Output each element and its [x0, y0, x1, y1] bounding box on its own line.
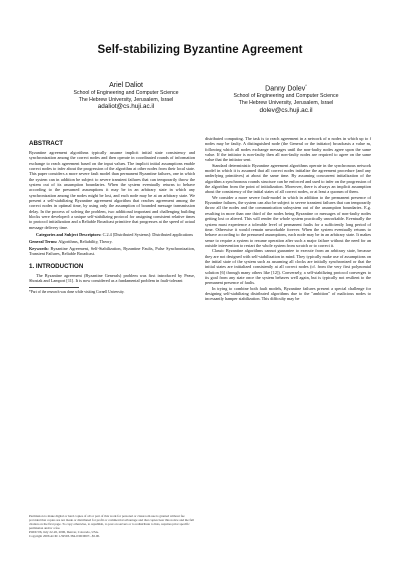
- author-block-1: [36, 82, 216, 111]
- author-name: [196, 82, 376, 93]
- author-affiliation: The Hebrew University, Jerusalem, Israel: [238, 99, 334, 106]
- permission-notice: [29, 514, 195, 538]
- author-name: Ariel Daliot: [109, 82, 143, 89]
- body-paragraph: Classic Byzantine algorithms cannot guarantee to execute from an arbitrary state, because they are not designed with self-stabilization in mind. They typically make use of assumptions on the initial state of the system such as assuming all clocks are initially synchronized or that the initial states are initialized consistently at all correct nodes (cf. from the very first polynomial solution [6] through many others like [12]). Conversely, a self-stabilizing protocol converges to its goal from any state once the system behaves well again, but is typically not resilient to the permanent presence of faults.: [205, 248, 371, 286]
- author-affiliation: The Hebrew University, Jerusalem, Israel: [78, 96, 174, 103]
- author-name-text: Danny Dolev: [265, 85, 306, 93]
- footnote-divider: [29, 287, 79, 288]
- categories-text: C.2.4 [Distributed Systems]: Distributed applications: [102, 232, 194, 238]
- footnote-mark: *: [305, 83, 307, 88]
- footnote: *Part of the research was done while visiting Cornell University.: [29, 290, 125, 295]
- right-column: [205, 136, 371, 302]
- conference-line: PODC'06, July 22-26, 2006, Denver, Colorado, USA.: [29, 530, 99, 534]
- keywords: [29, 246, 195, 257]
- intro-heading: 1. INTRODUCTION: [29, 262, 84, 270]
- body-paragraph: In trying to combine both fault models, Byzantine failures present a special challenge for designing self-stabilizing distributed algorithms due to the "ambition" of malicious nodes to incessantly hamper stabilization. This difficulty may be: [205, 285, 371, 302]
- abstract-text: Byzantine agreement algorithms typically assume implicit initial state consistency and synchronization among the correct nodes and then operate in coordinated rounds of information exchange to reach agreement based on the input values. The implicit initial assumptions enable correct nodes to infer about the progression of the algorithm at other nodes from their local state. This paper considers a more severe fault model than permanent Byzantine failures, one in which the system can in addition be subject to severe transient failures that can temporarily throw the system out of its assumption boundaries. When the system eventually returns to behave according to the presumed assumptions it may be in an arbitrary state in which any synchronization among the nodes might be lost, and each node may be at an arbitrary state. We present a self-stabilizing Byzantine agreement algorithm that reaches agreement among the correct nodes in optimal time, by using only the assumption of bounded message transmission delay. In the process of solving the problem, two additional important and challenging building blocks were developed: a unique self-stabilizing protocol for assigning consistent relative times to protocol initialization and a Reliable Broadcast primitive that progresses at the speed of actual message delivery time.: [29, 150, 195, 230]
- keywords-text: Byzantine Agreement, Self-Stabilization, Byzantine Faults, Pulse Synchronization, Transient Failures, Reliable Broadcast.: [29, 245, 195, 257]
- author-affiliation: School of Engineering and Computer Science: [73, 90, 179, 96]
- abstract-heading: ABSTRACT: [29, 140, 64, 147]
- keywords-label: Keywords:: [29, 245, 49, 251]
- author-email[interactable]: adaliot@cs.huji.ac.il: [97, 103, 155, 111]
- general-terms: [29, 239, 195, 244]
- permission-text: Permission to make digital or hard copies of all or part of this work for personal or classroom use is granted without fee provided that copies are not made or distributed for profit or commercial advantage and that copies bear this notice and the full citation on the first page. To copy otherwise, to republish, to post on servers or to redistribute to lists, requires prior specific permission and/or a fee.: [29, 514, 195, 530]
- body-paragraph: distributed computing. The task is to reach agreement in a network of n nodes in which up to f nodes may be faulty. A distinguished node (the General or the initiator) broadcasts a value m, following which all nodes exchange messages until the non-faulty nodes agree upon the same value. If the initiator is non-faulty then all non-faulty nodes are required to agree on the same value that the initiator sent.: [205, 136, 371, 163]
- author-affiliation: School of Engineering and Computer Science: [233, 93, 339, 100]
- intro-text: The Byzantine agreement (Byzantine Generals) problem was first introduced by Pease, Shostak and Lamport [11]. It is now considered as a fundamental problem in fault-tolerant: [29, 272, 195, 283]
- author-email[interactable]: dolev@cs.huji.ac.il: [259, 106, 313, 114]
- body-paragraph: We consider a more severe fault-model in which in addition to the permanent presence of Byzantine failures, the system can also be subject to severe transient failures that can temporarily throw all the nodes and the communication subsystem out of the assumption boundaries. E.g. resulting in more than one third of the nodes being Byzantine or messages of non-faulty nodes getting lost or altered. This will render the whole system practically unworkable. Eventually the system must experience a tolerable level of permanent faults for a sufficiently long period of time. Otherwise it would remain unworkable forever. When the system eventually returns to behave according to the presumed assumptions, each node may be in an arbitrary state. It makes sense to require a system to resume operation after such a major failure without the need for an outside intervention to restart the whole system from scratch or to correct it.: [205, 194, 371, 248]
- categories: [29, 232, 195, 237]
- general-terms-label: General Terms:: [29, 239, 58, 244]
- paper-title: Self-stabilizing Byzantine Agreement: [97, 44, 303, 56]
- general-terms-text: Algorithms, Reliability, Theory.: [58, 239, 113, 244]
- categories-label: Categories and Subject Descriptors:: [36, 232, 102, 238]
- copyright-line: Copyright 2006 ACM 1-59593-384-0/06/0007...$5.00.: [29, 534, 100, 538]
- author-block-2: [196, 82, 376, 115]
- left-column: [29, 136, 195, 295]
- body-paragraph: Standard deterministic Byzantine agreement algorithms operate in the synchronous network model in which it is assumed that all correct nodes initialize the agreement procedure (and any underlying primitives) at about the same time. By assuming concurrent initialization of the algorithm a synchronous rounds structure can be enforced and used to infer on the progression of the algorithm from the point of initialization. Moreover, there is always an implicit assumption about the consistency of the initial states of all correct nodes, or at least a quorum of them.: [205, 162, 371, 195]
